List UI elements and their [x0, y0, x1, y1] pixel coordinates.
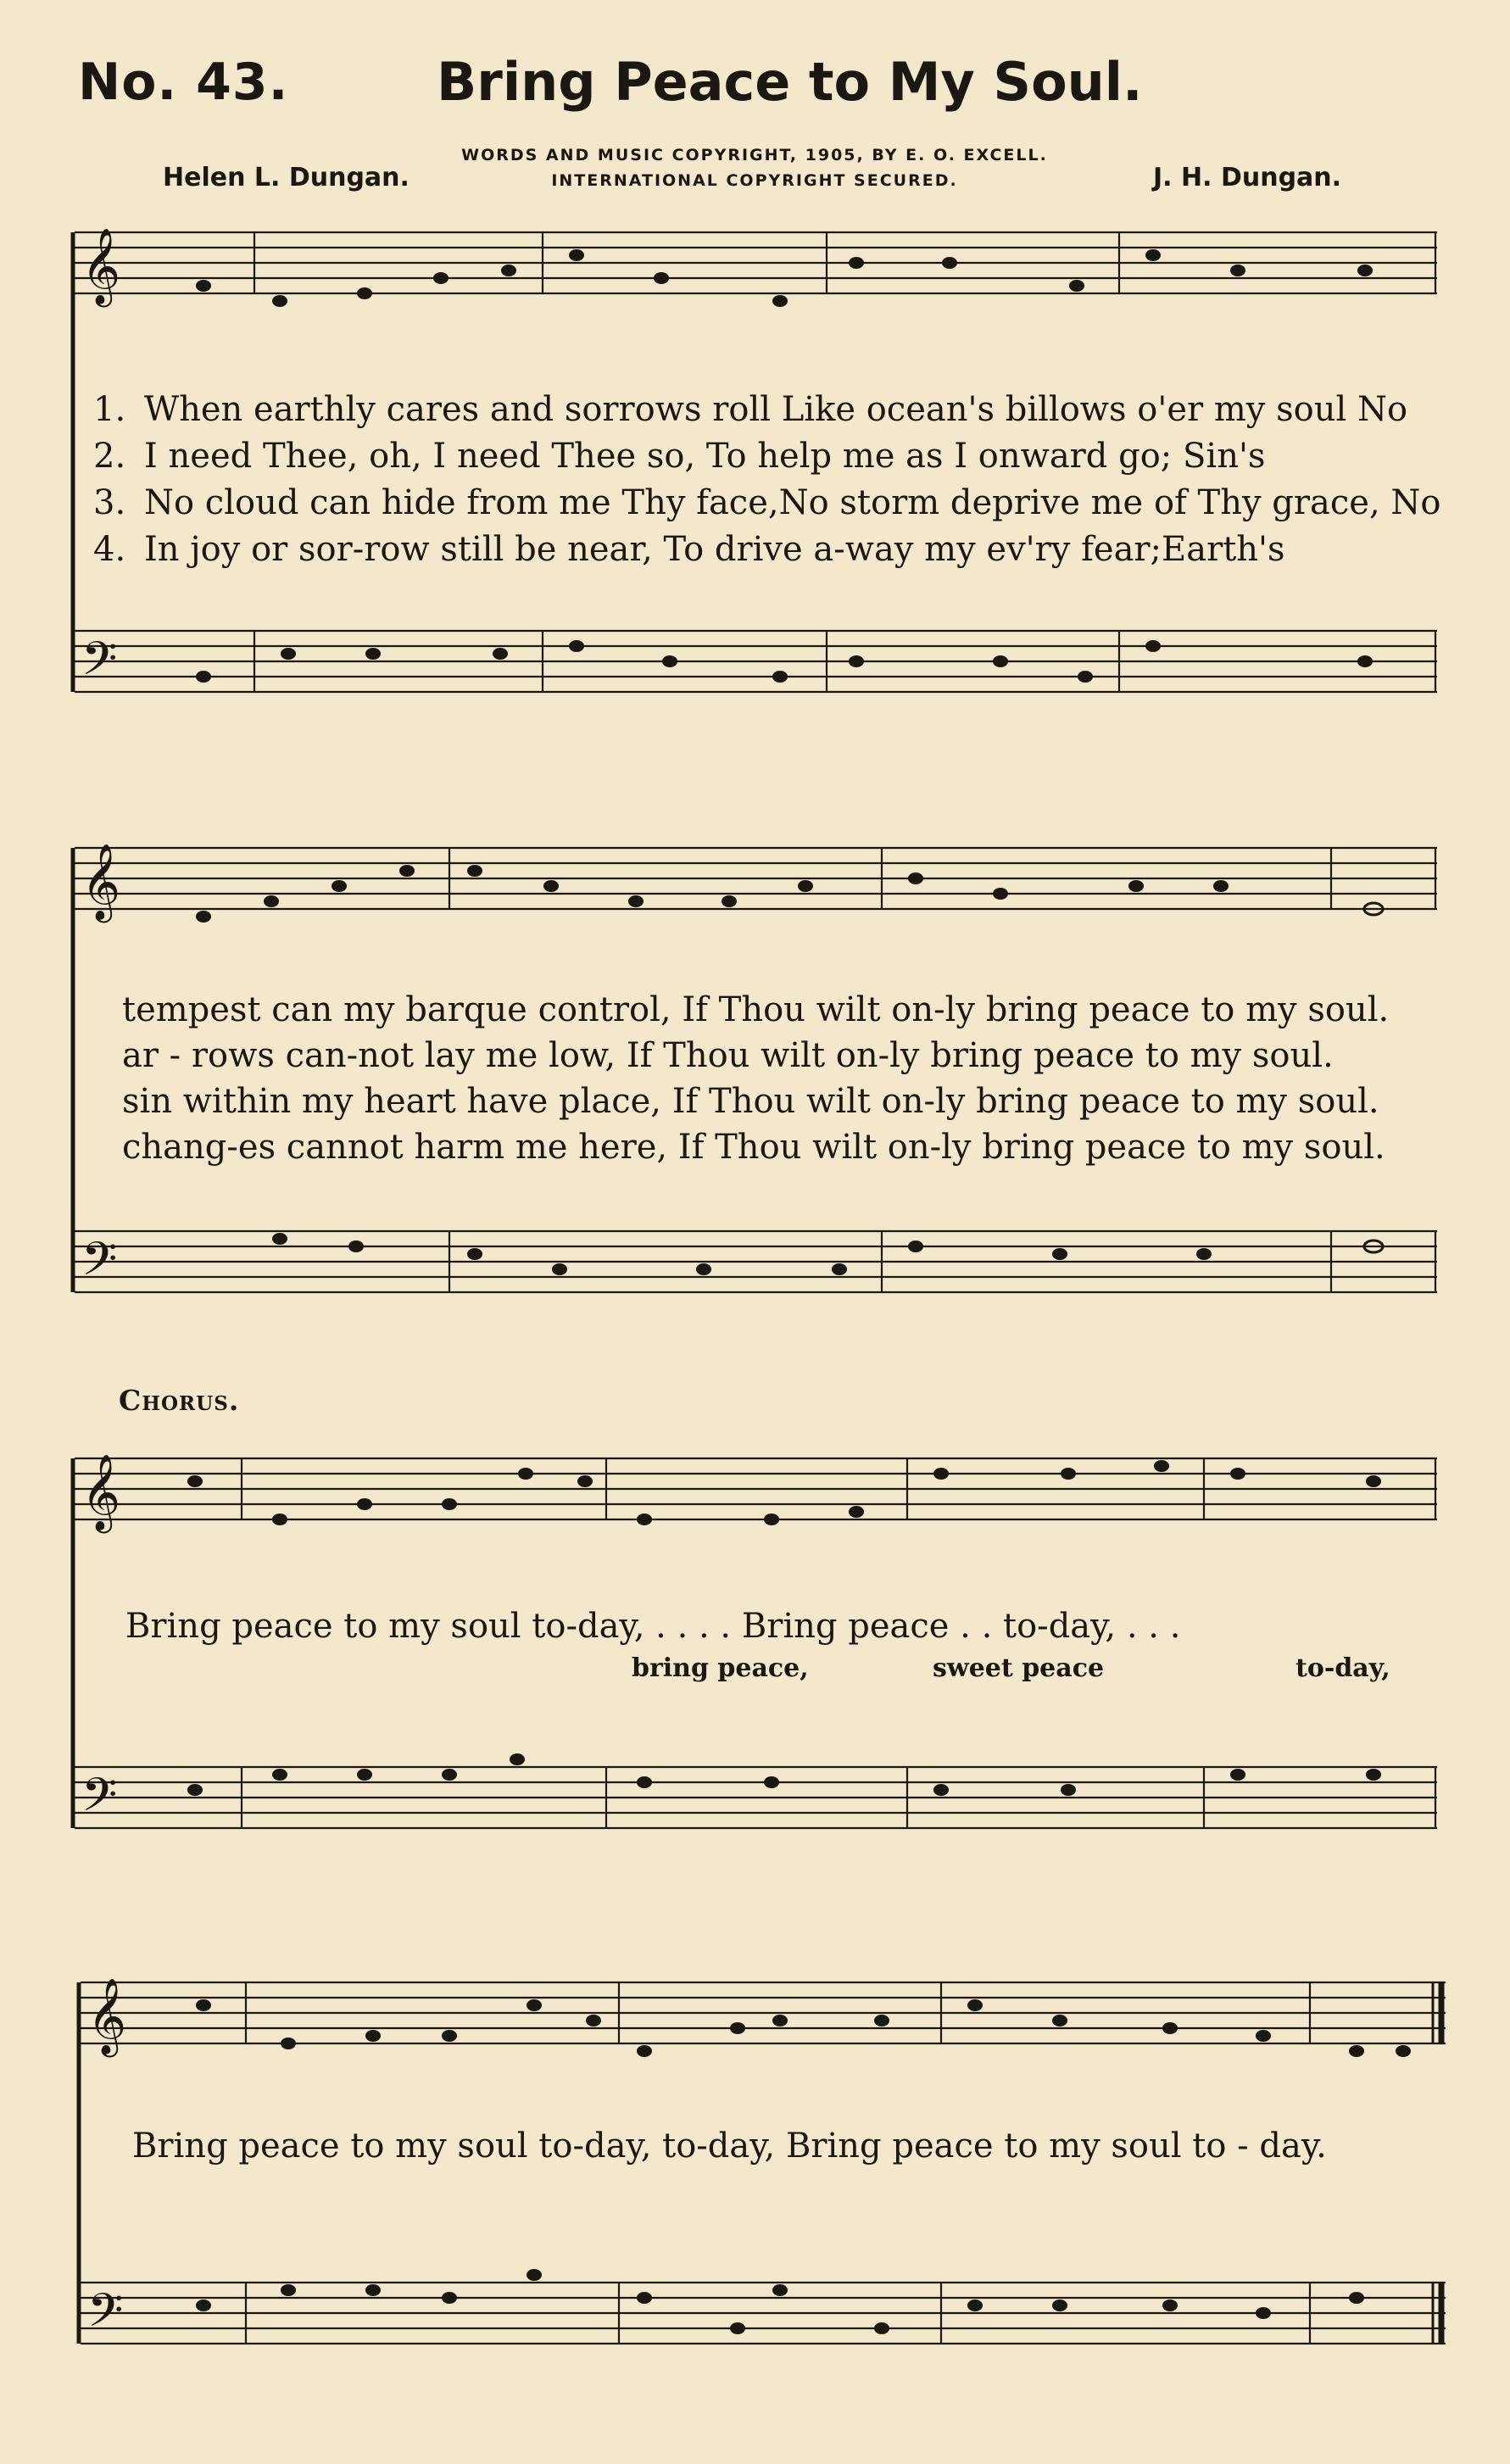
hymn-title: Bring Peace to My Soul.	[437, 51, 1143, 113]
svg-text:𝄢: 𝄢	[81, 1768, 118, 1833]
lyricist: Helen L. Dungan.	[163, 163, 410, 192]
svg-text:𝄞: 𝄞	[81, 844, 121, 920]
chorus-alto-today: to-day,	[1295, 1653, 1390, 1683]
verse-2-line-b: ar - rows can-not lay me low, If Thou wilt on-ly bring peace to my soul.	[122, 1036, 1334, 1075]
composer: J. H. Dungan.	[1153, 163, 1342, 192]
copyright-line-1: WORDS AND MUSIC COPYRIGHT, 1905, BY E. O. EXCELL.	[461, 146, 1048, 164]
svg-text:𝄞: 𝄞	[81, 228, 121, 304]
verse-3-line-b: sin within my heart have place, If Thou wilt on-ly bring peace to my soul.	[122, 1082, 1379, 1121]
verse-1-line-b: tempest can my barque control, If Thou wilt on-ly bring peace to my soul.	[122, 990, 1390, 1029]
verse-4-line-b: chang-es cannot harm me here, If Thou wilt on-ly bring peace to my soul.	[122, 1128, 1385, 1167]
svg-text:𝄞: 𝄞	[87, 1978, 127, 2054]
chorus-line-1: Bring peace to my soul to-day, . . . . Bring peace . . to-day, . . .	[125, 1607, 1181, 1646]
svg-text:𝄢: 𝄢	[87, 2283, 124, 2349]
chorus-label: Chorus.	[119, 1384, 240, 1417]
chorus-alto-bring-peace: bring peace,	[632, 1653, 809, 1683]
verse-4-line-a: 4. In joy or sor-row still be near, To drive a-way my ev'ry fear;Earth's	[93, 530, 1285, 569]
hymn-number: No. 43.	[78, 53, 289, 112]
svg-text:𝄢: 𝄢	[81, 1232, 118, 1297]
svg-text:𝄢: 𝄢	[81, 632, 118, 697]
copyright-line-2: INTERNATIONAL COPYRIGHT SECURED.	[551, 171, 958, 190]
treble-staff-4	[81, 1982, 1446, 2043]
verse-1-line-a: 1. When earthly cares and sorrows roll Like ocean's billows o'er my soul No	[93, 390, 1408, 429]
verse-2-line-a: 2. I need Thee, oh, I need Thee so, To help me as I onward go; Sin's	[93, 437, 1266, 476]
chorus-alto-sweet-peace: sweet peace	[933, 1653, 1105, 1683]
chorus-line-2: Bring peace to my soul to-day, to-day, Bring peace to my soul to - day.	[132, 2127, 1327, 2166]
svg-text:𝄞: 𝄞	[81, 1454, 121, 1530]
verse-3-line-a: 3. No cloud can hide from me Thy face,No storm deprive me of Thy grace, No	[93, 483, 1441, 522]
